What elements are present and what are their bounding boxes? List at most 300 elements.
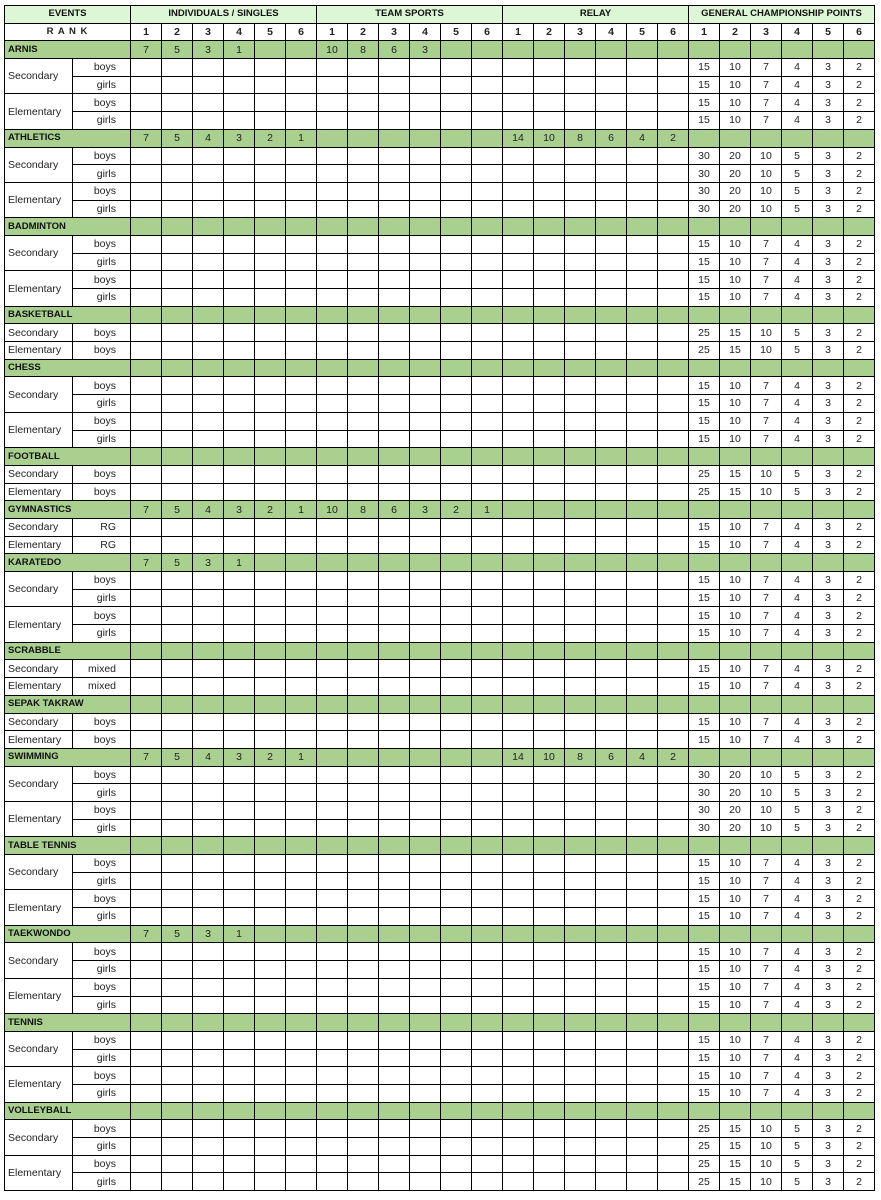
championship-point-cell: 7: [751, 112, 782, 130]
score-cell: [224, 625, 255, 643]
score-cell: [534, 1084, 565, 1102]
relay-point-cell: [565, 359, 596, 377]
score-cell: [596, 1084, 627, 1102]
score-cell: [255, 165, 286, 183]
individuals-point-cell: [162, 642, 193, 660]
score-cell: [658, 271, 689, 289]
score-cell: [658, 200, 689, 218]
score-cell: [534, 589, 565, 607]
championship-point-cell: 15: [720, 324, 751, 342]
score-cell: [596, 324, 627, 342]
championship-point-cell: 10: [751, 1138, 782, 1156]
score-cell: [286, 94, 317, 112]
score-cell: [255, 76, 286, 94]
score-cell: [255, 1120, 286, 1138]
championship-point-cell: 2: [844, 978, 875, 996]
score-cell: [131, 908, 162, 926]
score-cell: [503, 1120, 534, 1138]
championship-point-cell: 4: [782, 289, 813, 307]
relay-point-cell: [627, 501, 658, 519]
score-cell: [441, 1120, 472, 1138]
score-cell: [379, 76, 410, 94]
score-cell: [255, 572, 286, 590]
rank-number: 6: [844, 23, 875, 41]
score-cell: [379, 165, 410, 183]
individuals-point-cell: [255, 642, 286, 660]
championship-point-cell: 2: [844, 819, 875, 837]
gc-header-cell: [751, 41, 782, 59]
score-cell: [286, 1138, 317, 1156]
score-cell: [379, 625, 410, 643]
score-cell: [379, 377, 410, 395]
individuals-point-cell: [286, 359, 317, 377]
score-cell: [255, 483, 286, 501]
score-cell: [565, 731, 596, 749]
score-cell: [286, 253, 317, 271]
score-cell: [627, 589, 658, 607]
score-cell: [131, 342, 162, 360]
score-cell: [286, 1173, 317, 1191]
score-cell: [348, 625, 379, 643]
championship-point-cell: 4: [782, 713, 813, 731]
score-cell: [441, 713, 472, 731]
score-cell: [193, 872, 224, 890]
score-cell: [193, 801, 224, 819]
score-cell: [286, 625, 317, 643]
score-cell: [658, 678, 689, 696]
score-cell: [658, 465, 689, 483]
score-cell: [255, 589, 286, 607]
division-label: boys: [73, 271, 131, 289]
relay-point-cell: [627, 359, 658, 377]
championship-point-cell: 10: [720, 395, 751, 413]
score-cell: [596, 589, 627, 607]
individuals-point-cell: 1: [286, 748, 317, 766]
score-cell: [162, 377, 193, 395]
gc-header-cell: [782, 218, 813, 236]
score-cell: [503, 731, 534, 749]
score-cell: [379, 660, 410, 678]
championship-point-cell: 15: [689, 59, 720, 77]
score-cell: [224, 182, 255, 200]
gc-header-cell: [689, 218, 720, 236]
team-point-cell: 2: [441, 501, 472, 519]
division-row: [5, 589, 875, 607]
team-point-cell: [379, 748, 410, 766]
score-cell: [658, 395, 689, 413]
score-cell: [348, 1067, 379, 1085]
score-cell: [255, 289, 286, 307]
score-cell: [441, 908, 472, 926]
score-cell: [224, 395, 255, 413]
sport-row: [5, 129, 875, 147]
championship-point-cell: 4: [782, 1031, 813, 1049]
score-cell: [348, 94, 379, 112]
score-cell: [658, 801, 689, 819]
score-cell: [410, 412, 441, 430]
score-cell: [131, 412, 162, 430]
score-cell: [379, 518, 410, 536]
gc-header-cell: [751, 359, 782, 377]
score-cell: [627, 678, 658, 696]
score-cell: [255, 147, 286, 165]
relay-point-cell: [534, 218, 565, 236]
championship-point-cell: 4: [782, 235, 813, 253]
individuals-point-cell: [193, 359, 224, 377]
score-cell: [379, 961, 410, 979]
score-cell: [255, 430, 286, 448]
score-cell: [534, 271, 565, 289]
championship-point-cell: 25: [689, 342, 720, 360]
score-cell: [162, 872, 193, 890]
score-cell: [472, 377, 503, 395]
level-label: Secondary: [5, 59, 73, 94]
relay-point-cell: [503, 642, 534, 660]
championship-point-cell: 4: [782, 271, 813, 289]
score-cell: [379, 996, 410, 1014]
individuals-point-cell: [286, 448, 317, 466]
team-point-cell: [379, 837, 410, 855]
relay-header: RELAY: [503, 6, 689, 24]
score-cell: [410, 1138, 441, 1156]
score-cell: [596, 1049, 627, 1067]
team-point-cell: 6: [379, 501, 410, 519]
sport-row: [5, 359, 875, 377]
score-cell: [379, 819, 410, 837]
team-point-cell: [472, 359, 503, 377]
score-cell: [286, 855, 317, 873]
score-cell: [441, 289, 472, 307]
score-cell: [131, 978, 162, 996]
score-cell: [162, 324, 193, 342]
score-cell: [162, 147, 193, 165]
score-cell: [348, 961, 379, 979]
score-cell: [472, 766, 503, 784]
score-cell: [317, 678, 348, 696]
division-label: boys: [73, 607, 131, 625]
level-label: Secondary: [5, 147, 73, 182]
team-point-cell: [317, 359, 348, 377]
score-cell: [534, 1155, 565, 1173]
score-cell: [286, 678, 317, 696]
individuals-point-cell: [224, 1102, 255, 1120]
sport-name: BADMINTON: [5, 218, 131, 236]
score-cell: [317, 235, 348, 253]
championship-point-cell: 15: [689, 518, 720, 536]
individuals-point-cell: [255, 448, 286, 466]
score-cell: [255, 978, 286, 996]
championship-point-cell: 2: [844, 1084, 875, 1102]
division-label: girls: [73, 395, 131, 413]
championship-point-cell: 2: [844, 289, 875, 307]
score-cell: [565, 483, 596, 501]
championship-point-cell: 10: [720, 872, 751, 890]
score-cell: [596, 112, 627, 130]
score-cell: [534, 377, 565, 395]
championship-point-cell: 3: [813, 342, 844, 360]
team-point-cell: [410, 1014, 441, 1032]
championship-point-cell: 15: [689, 961, 720, 979]
score-cell: [224, 412, 255, 430]
score-cell: [348, 589, 379, 607]
score-cell: [472, 890, 503, 908]
score-cell: [565, 961, 596, 979]
score-cell: [627, 1049, 658, 1067]
score-cell: [503, 165, 534, 183]
score-cell: [627, 235, 658, 253]
score-cell: [131, 731, 162, 749]
championship-point-cell: 3: [813, 1120, 844, 1138]
score-cell: [193, 147, 224, 165]
level-label: Elementary: [5, 342, 73, 360]
championship-point-cell: 10: [720, 430, 751, 448]
score-cell: [286, 1155, 317, 1173]
score-cell: [441, 165, 472, 183]
team-point-cell: [317, 448, 348, 466]
score-cell: [503, 76, 534, 94]
championship-point-cell: 10: [751, 165, 782, 183]
score-cell: [658, 182, 689, 200]
division-label: boys: [73, 412, 131, 430]
score-cell: [534, 908, 565, 926]
team-point-cell: [379, 448, 410, 466]
score-cell: [317, 943, 348, 961]
score-cell: [658, 660, 689, 678]
score-cell: [162, 961, 193, 979]
division-label: girls: [73, 1173, 131, 1191]
score-cell: [224, 324, 255, 342]
championship-point-cell: 10: [751, 766, 782, 784]
championship-point-cell: 20: [720, 819, 751, 837]
score-cell: [503, 271, 534, 289]
championship-point-cell: 10: [720, 625, 751, 643]
score-cell: [503, 713, 534, 731]
score-cell: [410, 395, 441, 413]
score-cell: [658, 908, 689, 926]
individuals-point-cell: [131, 359, 162, 377]
division-label: boys: [73, 890, 131, 908]
score-cell: [193, 660, 224, 678]
score-cell: [565, 235, 596, 253]
score-cell: [131, 890, 162, 908]
score-cell: [565, 1049, 596, 1067]
rank-number: 1: [131, 23, 162, 41]
division-row: [5, 1067, 875, 1085]
score-cell: [596, 253, 627, 271]
individuals-point-cell: [162, 1014, 193, 1032]
division-row: [5, 377, 875, 395]
score-cell: [131, 324, 162, 342]
score-cell: [472, 731, 503, 749]
rank-number: 1: [317, 23, 348, 41]
score-cell: [224, 289, 255, 307]
score-cell: [596, 94, 627, 112]
score-cell: [348, 395, 379, 413]
score-cell: [503, 465, 534, 483]
level-label: Elementary: [5, 483, 73, 501]
division-row: [5, 961, 875, 979]
score-cell: [503, 890, 534, 908]
team-point-cell: [317, 306, 348, 324]
score-cell: [410, 713, 441, 731]
championship-point-cell: 7: [751, 978, 782, 996]
division-label: girls: [73, 253, 131, 271]
score-cell: [348, 200, 379, 218]
championship-point-cell: 2: [844, 536, 875, 554]
score-cell: [658, 289, 689, 307]
relay-point-cell: [627, 1102, 658, 1120]
score-cell: [131, 253, 162, 271]
rank-number: 5: [813, 23, 844, 41]
score-cell: [441, 412, 472, 430]
score-cell: [193, 1120, 224, 1138]
score-cell: [379, 572, 410, 590]
sport-row: [5, 501, 875, 519]
championship-point-cell: 2: [844, 1049, 875, 1067]
individuals-point-cell: [224, 1014, 255, 1032]
gc-header-cell: [751, 129, 782, 147]
score-cell: [658, 412, 689, 430]
relay-point-cell: [596, 448, 627, 466]
score-cell: [658, 978, 689, 996]
score-cell: [627, 182, 658, 200]
gc-header-cell: [689, 837, 720, 855]
rank-number: 5: [255, 23, 286, 41]
championship-point-cell: 30: [689, 182, 720, 200]
score-cell: [565, 872, 596, 890]
score-cell: [131, 395, 162, 413]
gc-header-cell: [689, 448, 720, 466]
score-cell: [286, 1067, 317, 1085]
score-cell: [162, 978, 193, 996]
division-row: [5, 112, 875, 130]
level-label: Elementary: [5, 412, 73, 447]
score-cell: [503, 855, 534, 873]
gc-header-cell: [689, 695, 720, 713]
score-cell: [255, 801, 286, 819]
score-cell: [348, 731, 379, 749]
score-cell: [627, 978, 658, 996]
score-cell: [596, 465, 627, 483]
score-cell: [317, 412, 348, 430]
championship-point-cell: 10: [720, 271, 751, 289]
score-cell: [658, 731, 689, 749]
score-cell: [131, 536, 162, 554]
score-cell: [627, 324, 658, 342]
relay-point-cell: [503, 554, 534, 572]
championship-point-cell: 10: [720, 59, 751, 77]
score-cell: [565, 165, 596, 183]
score-cell: [317, 395, 348, 413]
championship-point-cell: 7: [751, 908, 782, 926]
individuals-point-cell: [131, 306, 162, 324]
team-point-cell: [379, 1102, 410, 1120]
score-cell: [627, 890, 658, 908]
gc-header-cell: [813, 359, 844, 377]
individuals-point-cell: [131, 695, 162, 713]
score-cell: [503, 289, 534, 307]
division-row: [5, 518, 875, 536]
score-cell: [379, 342, 410, 360]
championship-point-cell: 2: [844, 200, 875, 218]
score-cell: [534, 855, 565, 873]
relay-point-cell: [627, 695, 658, 713]
championship-point-cell: 5: [782, 784, 813, 802]
group-header-row: [5, 6, 875, 24]
score-cell: [317, 766, 348, 784]
championship-point-cell: 4: [782, 908, 813, 926]
score-cell: [565, 518, 596, 536]
score-cell: [162, 1120, 193, 1138]
score-cell: [255, 678, 286, 696]
championship-point-cell: 7: [751, 607, 782, 625]
championship-point-cell: 15: [689, 536, 720, 554]
championship-point-cell: 10: [720, 943, 751, 961]
score-cell: [627, 908, 658, 926]
score-cell: [596, 678, 627, 696]
score-cell: [162, 412, 193, 430]
championship-point-cell: 3: [813, 890, 844, 908]
team-point-cell: [441, 748, 472, 766]
score-cell: [441, 1138, 472, 1156]
division-row: [5, 766, 875, 784]
score-cell: [441, 1049, 472, 1067]
championship-point-cell: 7: [751, 235, 782, 253]
championship-point-cell: 4: [782, 589, 813, 607]
score-cell: [193, 784, 224, 802]
championship-point-cell: 4: [782, 625, 813, 643]
division-row: [5, 59, 875, 77]
championship-point-cell: 3: [813, 660, 844, 678]
championship-point-cell: 5: [782, 200, 813, 218]
championship-point-cell: 20: [720, 766, 751, 784]
relay-point-cell: [503, 306, 534, 324]
championship-point-cell: 3: [813, 1138, 844, 1156]
score-cell: [162, 430, 193, 448]
division-row: [5, 182, 875, 200]
division-row: [5, 908, 875, 926]
championship-point-cell: 7: [751, 660, 782, 678]
sport-name: SWIMMING: [5, 748, 131, 766]
score-cell: [503, 660, 534, 678]
division-label: girls: [73, 961, 131, 979]
relay-point-cell: [596, 359, 627, 377]
championship-point-cell: 15: [689, 660, 720, 678]
score-cell: [534, 200, 565, 218]
rank-number: 4: [596, 23, 627, 41]
score-cell: [379, 395, 410, 413]
score-cell: [193, 430, 224, 448]
score-cell: [472, 465, 503, 483]
score-cell: [534, 572, 565, 590]
championship-point-cell: 3: [813, 872, 844, 890]
gc-header-cell: [813, 306, 844, 324]
division-label: girls: [73, 1049, 131, 1067]
score-cell: [441, 731, 472, 749]
division-row: [5, 801, 875, 819]
team-point-cell: [441, 695, 472, 713]
score-cell: [658, 76, 689, 94]
score-cell: [410, 147, 441, 165]
individuals-point-cell: 5: [162, 925, 193, 943]
individuals-point-cell: [224, 642, 255, 660]
score-cell: [193, 518, 224, 536]
score-cell: [193, 713, 224, 731]
score-cell: [627, 784, 658, 802]
score-cell: [596, 607, 627, 625]
team-point-cell: [472, 748, 503, 766]
score-cell: [503, 766, 534, 784]
